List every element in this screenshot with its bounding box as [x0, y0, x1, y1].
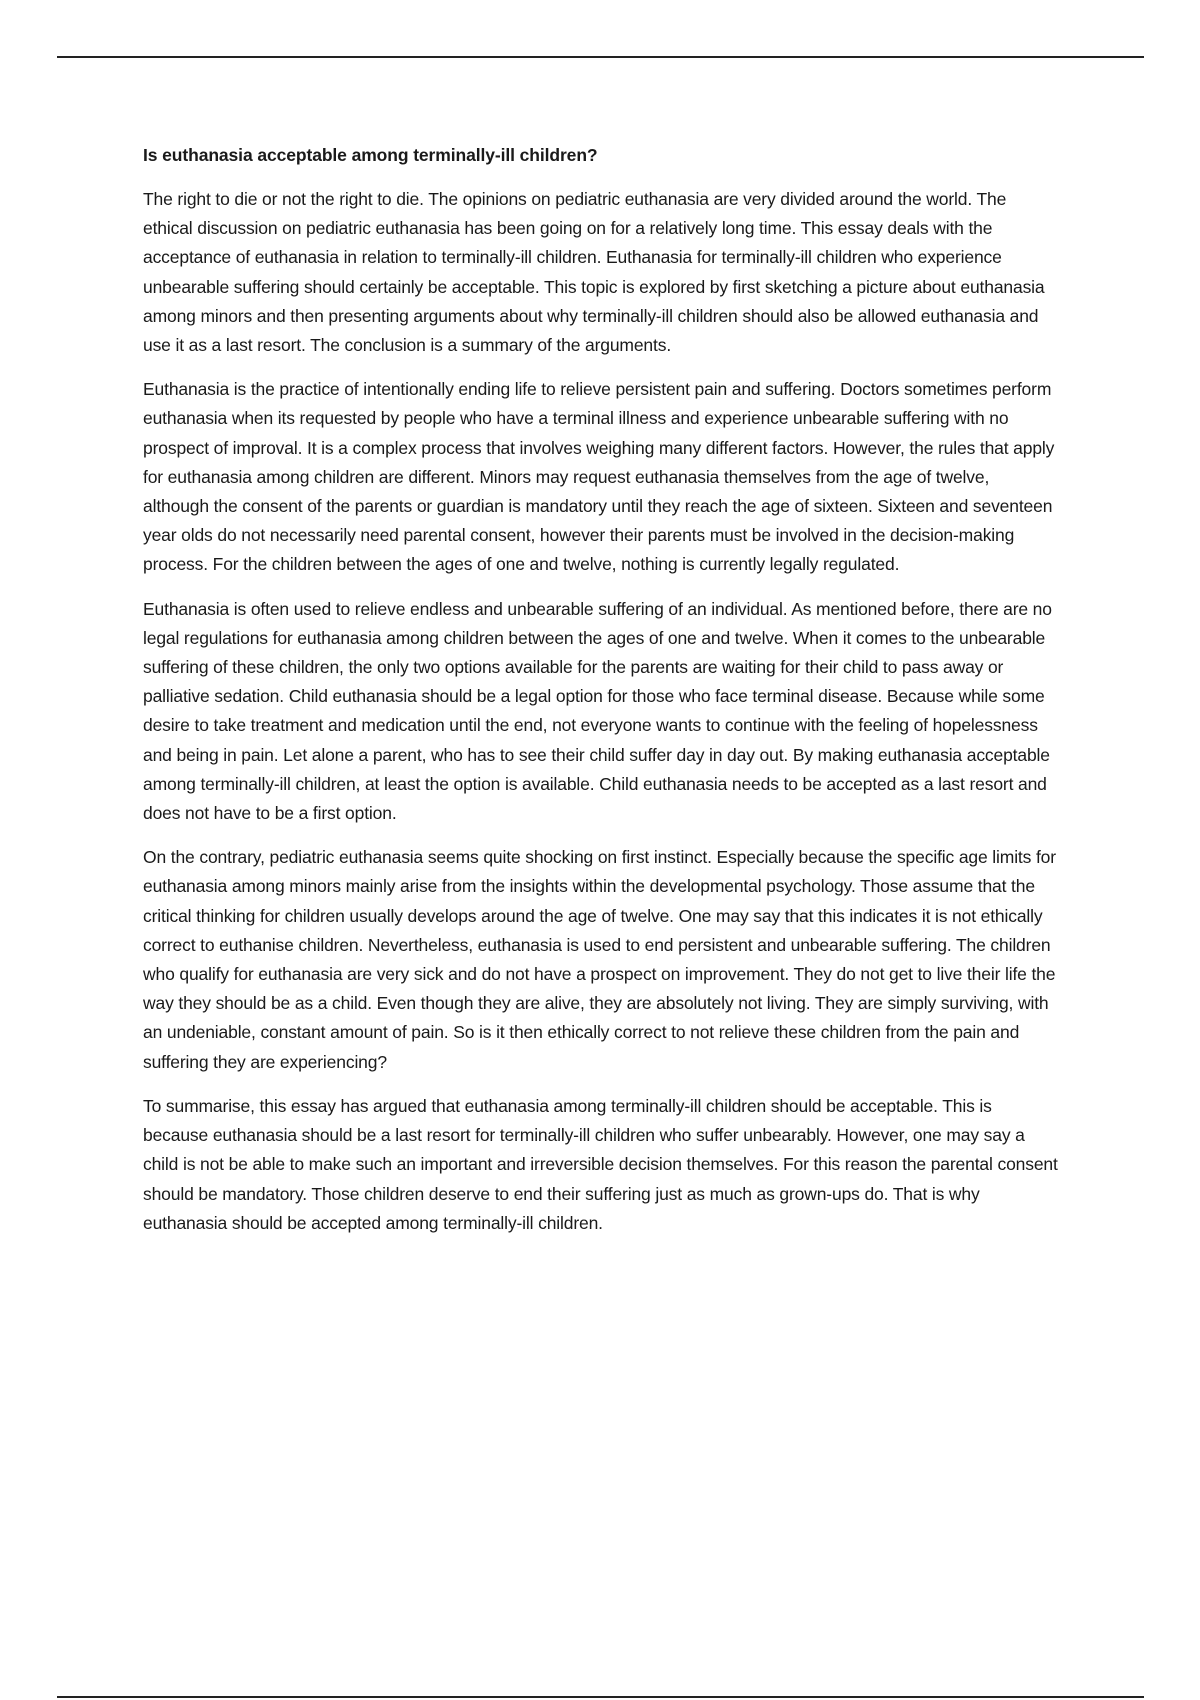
paragraph-introduction: The right to die or not the right to die. The opinions on pediatric euthanasia are very divided around the world. The ethical discussion on pediatric euthanasia has been going on for a relatively long time. This essay deals with the acceptance of euthanasia in relation to terminally-ill children. Euthanasia for terminally-ill children who experience unbearable suffering should certainly be acceptable. This topic is explored by first sketching a picture about euthanasia among minors and then presenting arguments about why terminally-ill children should also be allowed euthanasia and use it as a last resort. The conclusion is a summary of the arguments.	[143, 189, 1045, 356]
paragraph-counterargument: On the contrary, pediatric euthanasia seems quite shocking on first instinct. Especially because the specific age limits for euthanasia among minors mainly arise from the insights within the developmental psychology. Those assume that the critical thinking for children usually develops around the age of twelve. One may say that this indicates it is not ethically correct to euthanise children. Nevertheless, euthanasia is used to end persistent and unbearable suffering. The children who qualify for euthanasia are very sick and do not have a prospect on improvement. They do not get to live their life the way they should be as a child. Even though they are alive, they are absolutely not living. They are simply surviving, with an undeniable, constant amount of pain. So is it then ethically correct to not relieve these children from the pain and suffering they are experiencing?	[143, 847, 1056, 1072]
document-title: Is euthanasia acceptable among terminally-ill children?	[143, 145, 598, 165]
footer-rule	[57, 1696, 1144, 1698]
paragraph-conclusion: To summarise, this essay has argued that euthanasia among terminally-ill children should be acceptable. This is because euthanasia should be a last resort for terminally-ill children who suffer unbearably. However, one may say a child is not be able to make such an important and irreversible decision themselves. For this reason the parental consent should be mandatory. Those children deserve to end their suffering just as much as grown-ups do. That is why euthanasia should be accepted among terminally-ill children.	[143, 1095, 1058, 1233]
paragraph-background: Euthanasia is the practice of intentionally ending life to relieve persistent pain and suffering. Doctors sometimes perform euthanasia when its requested by people who have a terminal illness and experience unbearable suffering with no prospect of improval. It is a complex process that involves weighing many different factors. However, the rules that apply for euthanasia among children are different. Minors may request euthanasia themselves from the age of twelve, although the consent of the parents or guardian is mandatory until they reach the age of sixteen. Sixteen and seventeen year olds do not necessarily need parental consent, however their parents must be involved in the decision-making process. For the children between the ages of one and twelve, nothing is currently legally regulated.	[143, 379, 1055, 575]
paragraph-argument: Euthanasia is often used to relieve endless and unbearable suffering of an individual. As mentioned before, there are no legal regulations for euthanasia among children between the ages of one and twelve. When it comes to the unbearable suffering of these children, the only two options available for the parents are waiting for their child to pass away or palliative sedation. Child euthanasia should be a legal option for those who face terminal disease. Because while some desire to take treatment and medication until the end, not everyone wants to continue with the feeling of hopelessness and being in pain. Let alone a parent, who has to see their child suffer day in day out. By making euthanasia acceptable among terminally-ill children, at least the option is available. Child euthanasia needs to be accepted as a last resort and does not have to be a first option.	[143, 598, 1052, 824]
document-body	[143, 141, 1058, 1253]
header-rule	[57, 56, 1144, 58]
